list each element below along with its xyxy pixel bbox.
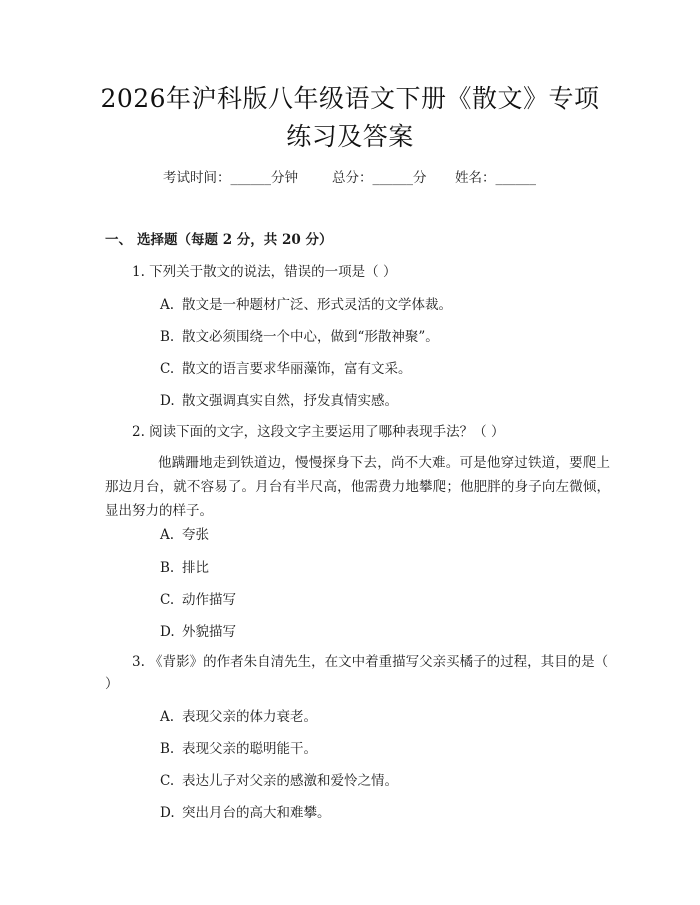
question-3-option-b bbox=[160, 738, 317, 760]
option-letter: B. bbox=[160, 560, 175, 576]
question-1-option-c bbox=[160, 358, 412, 380]
option-text: 散文强调真实自然，抒发真情实感。 bbox=[182, 393, 398, 409]
option-letter: C. bbox=[160, 361, 175, 377]
name-field: 姓名：______ bbox=[455, 170, 536, 186]
document-title-line2: 练习及答案 bbox=[286, 122, 414, 151]
option-letter: A. bbox=[160, 297, 175, 313]
option-letter: A. bbox=[160, 527, 175, 543]
option-letter: C. bbox=[160, 592, 175, 608]
option-text: 夸张 bbox=[182, 527, 209, 543]
option-letter: D. bbox=[160, 393, 175, 409]
option-text: 外貌描写 bbox=[182, 624, 236, 640]
option-text: 突出月台的高大和难攀。 bbox=[182, 805, 331, 821]
question-2-option-b bbox=[160, 557, 209, 579]
question-2-option-a bbox=[160, 524, 209, 546]
question-2-stem: 2. 阅读下面的文字，这段文字主要运用了哪种表现手法？（ ） bbox=[132, 424, 505, 440]
option-text: 表现父亲的聪明能干。 bbox=[182, 741, 317, 757]
question-2-option-d bbox=[160, 621, 236, 643]
question-3-stem: 3. 《背影》的作者朱自清先生，在文中着重描写父亲买橘子的过程，其目的是（ ） bbox=[105, 654, 609, 692]
option-letter: A. bbox=[160, 709, 175, 725]
option-text: 散文的语言要求华丽藻饰，富有文采。 bbox=[182, 361, 412, 377]
question-1-option-a bbox=[160, 294, 452, 316]
option-text: 动作描写 bbox=[182, 592, 236, 608]
option-text: 散文是一种题材广泛、形式灵活的文学体裁。 bbox=[182, 297, 452, 313]
option-text: 排比 bbox=[182, 560, 209, 576]
question-3-option-a bbox=[160, 706, 317, 728]
question-1-option-b bbox=[160, 326, 439, 348]
option-letter: D. bbox=[160, 624, 175, 640]
option-letter: B. bbox=[160, 329, 175, 345]
section-number: 一、 bbox=[105, 232, 132, 248]
question-1-stem: 1. 下列关于散文的说法，错误的一项是（ ） bbox=[132, 264, 397, 280]
question-3-option-d bbox=[160, 802, 331, 824]
document-title-line1: 2026年沪科版八年级语文下册《散文》专项 bbox=[100, 84, 600, 113]
option-text: 表达儿子对父亲的感激和爱怜之情。 bbox=[182, 773, 398, 789]
option-letter: C. bbox=[160, 773, 175, 789]
option-letter: B. bbox=[160, 741, 175, 757]
exam-time-field: 考试时间：______分钟 bbox=[163, 170, 298, 186]
total-score-field: 总分：______分 bbox=[332, 170, 427, 186]
question-3-option-c bbox=[160, 770, 398, 792]
option-letter: D. bbox=[160, 805, 175, 821]
section-title: 选择题（每题 2 分，共 20 分） bbox=[137, 232, 333, 248]
question-2-passage: 他蹒跚地走到铁道边，慢慢探身下去，尚不大难。可是他穿过铁道，要爬上那边月台，就不容易了。月台有半尺高，他需费力地攀爬；他肥胖的身子向左微倾，显出努力的样子。 bbox=[105, 455, 610, 519]
question-2-option-c bbox=[160, 589, 236, 611]
question-1-option-d bbox=[160, 390, 398, 412]
option-text: 散文必须围绕一个中心，做到“形散神聚”。 bbox=[182, 329, 439, 345]
option-text: 表现父亲的体力衰老。 bbox=[182, 709, 317, 725]
